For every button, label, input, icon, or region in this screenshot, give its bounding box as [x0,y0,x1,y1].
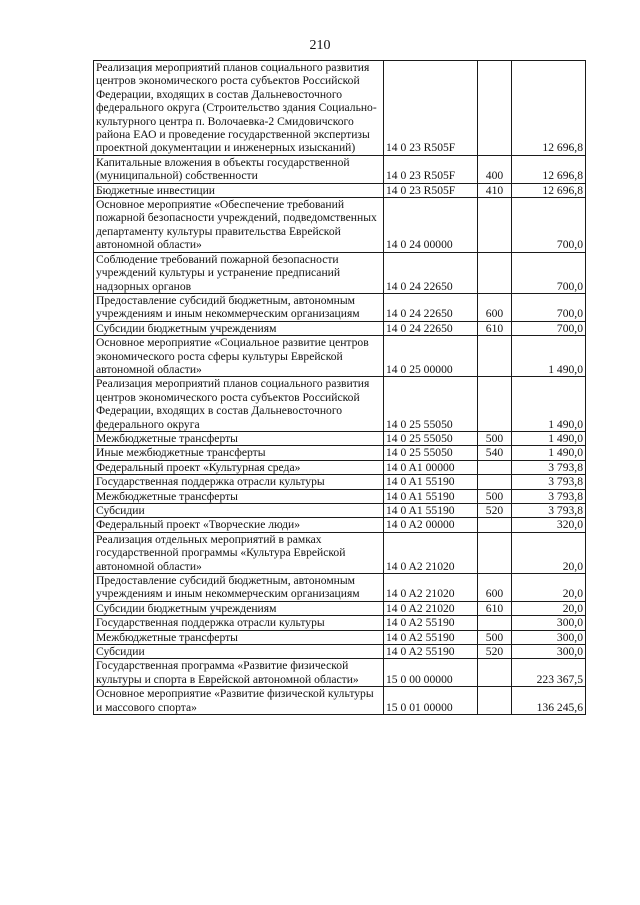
row-code: 14 0 23 R505F [384,183,478,197]
row-expense-type [478,336,512,377]
row-code: 14 0 A2 21020 [384,601,478,615]
row-name: Реализация отдельных мероприятий в рамках государственной программы «Культура Еврейской автономной области» [94,532,384,573]
page-number: 210 [309,38,331,53]
row-code: 14 0 A2 55190 [384,645,478,659]
table-row [94,155,586,183]
row-name: Федеральный проект «Творческие люди» [94,518,384,532]
row-name: Субсидии [94,645,384,659]
row-expense-type [478,377,512,432]
row-expense-type [478,198,512,253]
row-amount: 1 490,0 [512,431,586,445]
row-name: Федеральный проект «Культурная среда» [94,460,384,474]
row-name: Реализация мероприятий планов социального развития центров экономического роста субъектов Российской Федерации, входящих в состав Дальневосточного федерального округа (Строительство здания Социально-культурного центра п. Волочаевка-2 Смидовичского района ЕАО и проведение государственной экспертизы проектной документации и инженерных изысканий) [94,61,384,156]
row-expense-type: 410 [478,183,512,197]
row-name: Предоставление субсидий бюджетным, автономным учреждениям и иным некоммерческим организациям [94,293,384,321]
row-code: 14 0 A2 55190 [384,630,478,644]
row-expense-type: 500 [478,431,512,445]
row-code: 14 0 25 55050 [384,431,478,445]
row-name: Межбюджетные трансферты [94,431,384,445]
row-code: 14 0 A1 55190 [384,489,478,503]
row-code: 14 0 A1 00000 [384,460,478,474]
row-code: 14 0 24 00000 [384,198,478,253]
row-name: Межбюджетные трансферты [94,489,384,503]
table-row [94,687,586,715]
table-row [94,431,586,445]
table-row [94,446,586,460]
table-row [94,198,586,253]
row-amount: 136 245,6 [512,687,586,715]
row-expense-type: 600 [478,574,512,602]
row-code: 14 0 23 R505F [384,155,478,183]
row-amount: 20,0 [512,532,586,573]
row-name: Государственная программа «Развитие физической культуры и спорта в Еврейской автономной области» [94,659,384,687]
row-name: Основное мероприятие «Развитие физической культуры и массового спорта» [94,687,384,715]
row-amount: 700,0 [512,198,586,253]
row-amount: 700,0 [512,252,586,293]
row-code: 14 0 24 22650 [384,252,478,293]
row-expense-type: 610 [478,321,512,335]
row-expense-type: 520 [478,504,512,518]
row-expense-type [478,532,512,573]
row-expense-type [478,518,512,532]
table-row [94,183,586,197]
row-expense-type: 500 [478,489,512,503]
row-name: Предоставление субсидий бюджетным, автономным учреждениям и иным некоммерческим организациям [94,574,384,602]
row-amount: 12 696,8 [512,155,586,183]
table-row [94,518,586,532]
row-code: 14 0 A2 00000 [384,518,478,532]
row-amount: 300,0 [512,616,586,630]
budget-table-body [94,61,586,715]
row-name: Межбюджетные трансферты [94,630,384,644]
row-name: Капитальные вложения в объекты государственной (муниципальной) собственности [94,155,384,183]
table-row [94,475,586,489]
table-row [94,616,586,630]
row-amount: 20,0 [512,574,586,602]
row-code: 14 0 A2 55190 [384,616,478,630]
row-expense-type: 540 [478,446,512,460]
row-amount: 20,0 [512,601,586,615]
table-row [94,504,586,518]
row-code: 14 0 23 R505F [384,61,478,156]
table-row [94,321,586,335]
row-expense-type: 600 [478,293,512,321]
row-code: 14 0 A1 55190 [384,475,478,489]
row-amount: 1 490,0 [512,377,586,432]
table-row [94,601,586,615]
row-expense-type [478,475,512,489]
row-expense-type [478,616,512,630]
row-code: 15 0 01 00000 [384,687,478,715]
table-row [94,659,586,687]
row-amount: 700,0 [512,321,586,335]
row-expense-type [478,252,512,293]
row-name: Государственная поддержка отрасли культуры [94,616,384,630]
row-name: Соблюдение требований пожарной безопасности учреждений культуры и устранение предписаний надзорных органов [94,252,384,293]
row-expense-type: 610 [478,601,512,615]
row-code: 14 0 A2 21020 [384,532,478,573]
table-row [94,293,586,321]
row-expense-type: 520 [478,645,512,659]
row-code: 14 0 25 55050 [384,446,478,460]
table-row [94,460,586,474]
row-amount: 12 696,8 [512,61,586,156]
row-amount: 300,0 [512,630,586,644]
row-amount: 320,0 [512,518,586,532]
budget-table [93,60,586,715]
table-row [94,252,586,293]
row-amount: 1 490,0 [512,336,586,377]
row-name: Субсидии [94,504,384,518]
row-name: Основное мероприятие «Обеспечение требований пожарной безопасности учреждений, подведомственных департаменту культуры правительства Еврейской автономной области» [94,198,384,253]
row-code: 14 0 24 22650 [384,321,478,335]
row-amount: 223 367,5 [512,659,586,687]
row-name: Основное мероприятие «Социальное развитие центров экономического роста сферы культуры Еврейской автономной области» [94,336,384,377]
row-expense-type [478,659,512,687]
table-row [94,645,586,659]
row-amount: 12 696,8 [512,183,586,197]
row-name: Иные межбюджетные трансферты [94,446,384,460]
row-amount: 3 793,8 [512,475,586,489]
table-row [94,630,586,644]
row-expense-type: 500 [478,630,512,644]
row-amount: 3 793,8 [512,489,586,503]
row-name: Бюджетные инвестиции [94,183,384,197]
row-name: Субсидии бюджетным учреждениям [94,601,384,615]
row-name: Субсидии бюджетным учреждениям [94,321,384,335]
row-name: Реализация мероприятий планов социального развития центров экономического роста субъектов Российской Федерации, входящих в состав Дальневосточного федерального округа [94,377,384,432]
row-amount: 3 793,8 [512,504,586,518]
table-row [94,377,586,432]
table-row [94,336,586,377]
row-name: Государственная поддержка отрасли культуры [94,475,384,489]
row-code: 14 0 25 55050 [384,377,478,432]
row-code: 15 0 00 00000 [384,659,478,687]
row-amount: 1 490,0 [512,446,586,460]
row-amount: 3 793,8 [512,460,586,474]
row-expense-type [478,61,512,156]
row-code: 14 0 A2 21020 [384,574,478,602]
row-expense-type [478,687,512,715]
row-code: 14 0 A1 55190 [384,504,478,518]
table-row [94,61,586,156]
row-expense-type: 400 [478,155,512,183]
table-row [94,574,586,602]
row-amount: 700,0 [512,293,586,321]
table-row [94,489,586,503]
row-amount: 300,0 [512,645,586,659]
table-row [94,532,586,573]
row-code: 14 0 24 22650 [384,293,478,321]
row-code: 14 0 25 00000 [384,336,478,377]
row-expense-type [478,460,512,474]
